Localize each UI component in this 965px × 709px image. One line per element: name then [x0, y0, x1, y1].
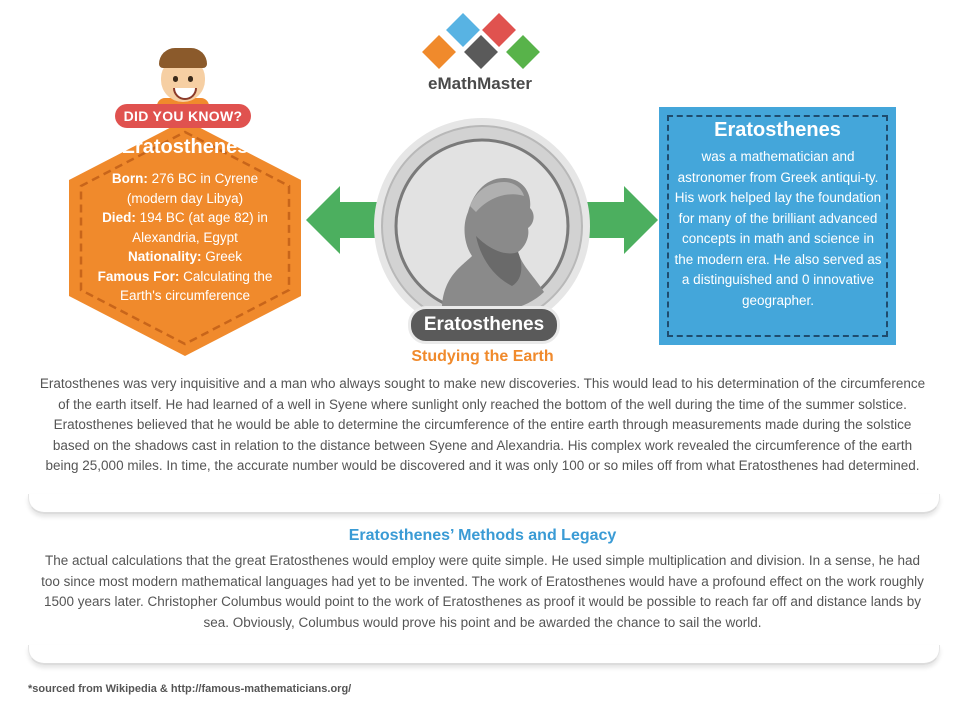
- section-methods-legacy-title: Eratosthenes’ Methods and Legacy: [348, 527, 617, 544]
- left-arrow-icon: [306, 186, 380, 254]
- nationality-line: Nationality: Greek: [127, 249, 243, 264]
- section-2-card-edge: [28, 645, 940, 665]
- logo-name: eMathMaster: [428, 74, 532, 93]
- logo-orange-diamond: [422, 35, 456, 69]
- section-studying-earth-text: Eratosthenes was very inquisitive and a man who always sought to make new discoveries. This would lead to his determination of the circumference of the earth itself. He had learned of a well in Syene where sunlight only reached the bottom of the well during the time of the summer solstice. Eratosthenes believed that he would be able to determine the circumference of the entire earth through measurements made during the solstice based on the shadows cast in relation to the distance between Syene and Alexandria. His complex work revealed the circumference of the earth being 25,000 miles. In time, the accurate number would be discovered and it was only 100 or so miles off from what Eratosthenes had determined.: [39, 376, 926, 473]
- bio-box: [659, 107, 896, 345]
- died-line: Died: 194 BC (at age 82) in Alexandria, Egypt: [102, 210, 268, 245]
- did-you-know-badge: DID YOU KNOW?: [115, 104, 251, 128]
- bio-text: was a mathematician and astronomer from Greek antiqui-ty. His work helped lay the foundation for many of the brilliant advanced concepts in math and science in the modern era. He also served as a distinguished and 0 innovative geographer.: [674, 149, 882, 308]
- portrait-label: Eratosthenes: [408, 306, 560, 344]
- bio-title: Eratosthenes: [714, 119, 841, 141]
- logo-green-diamond: [506, 35, 540, 69]
- famous-for-line: Famous For: Calculating the Earth's circumference: [97, 268, 273, 303]
- profile-facts: [85, 136, 285, 306]
- cartoon-avatar: [153, 48, 213, 106]
- source-note[interactable]: *sourced from Wikipedia & http://famous-mathematicians.org/: [28, 683, 352, 695]
- section-1-card-edge: [28, 494, 940, 514]
- section-studying-earth-title: Studying the Earth: [411, 348, 554, 365]
- eratosthenes-portrait: [372, 116, 592, 336]
- profile-title: Eratosthenes: [121, 136, 249, 158]
- right-arrow-icon: [584, 186, 658, 254]
- section-methods-legacy-text: The actual calculations that the great Eratosthenes would employ were quite simple. He used simple multiplication and division. In a sense, he had too since most modern mathematical languages had yet to be invented. The work of Eratosthenes would have a profound effect on the work roughly 1500 years later. Christopher Columbus would point to the work of Eratosthenes as proof it would be possible to reach far off and distance lands by sea. Obviously, Columbus would prove his point and be awarded the chance to sail the world.: [41, 553, 924, 630]
- emathmaster-logo[interactable]: [415, 10, 545, 98]
- born-line: Born: 276 BC in Cyrene (modern day Libya): [111, 171, 259, 206]
